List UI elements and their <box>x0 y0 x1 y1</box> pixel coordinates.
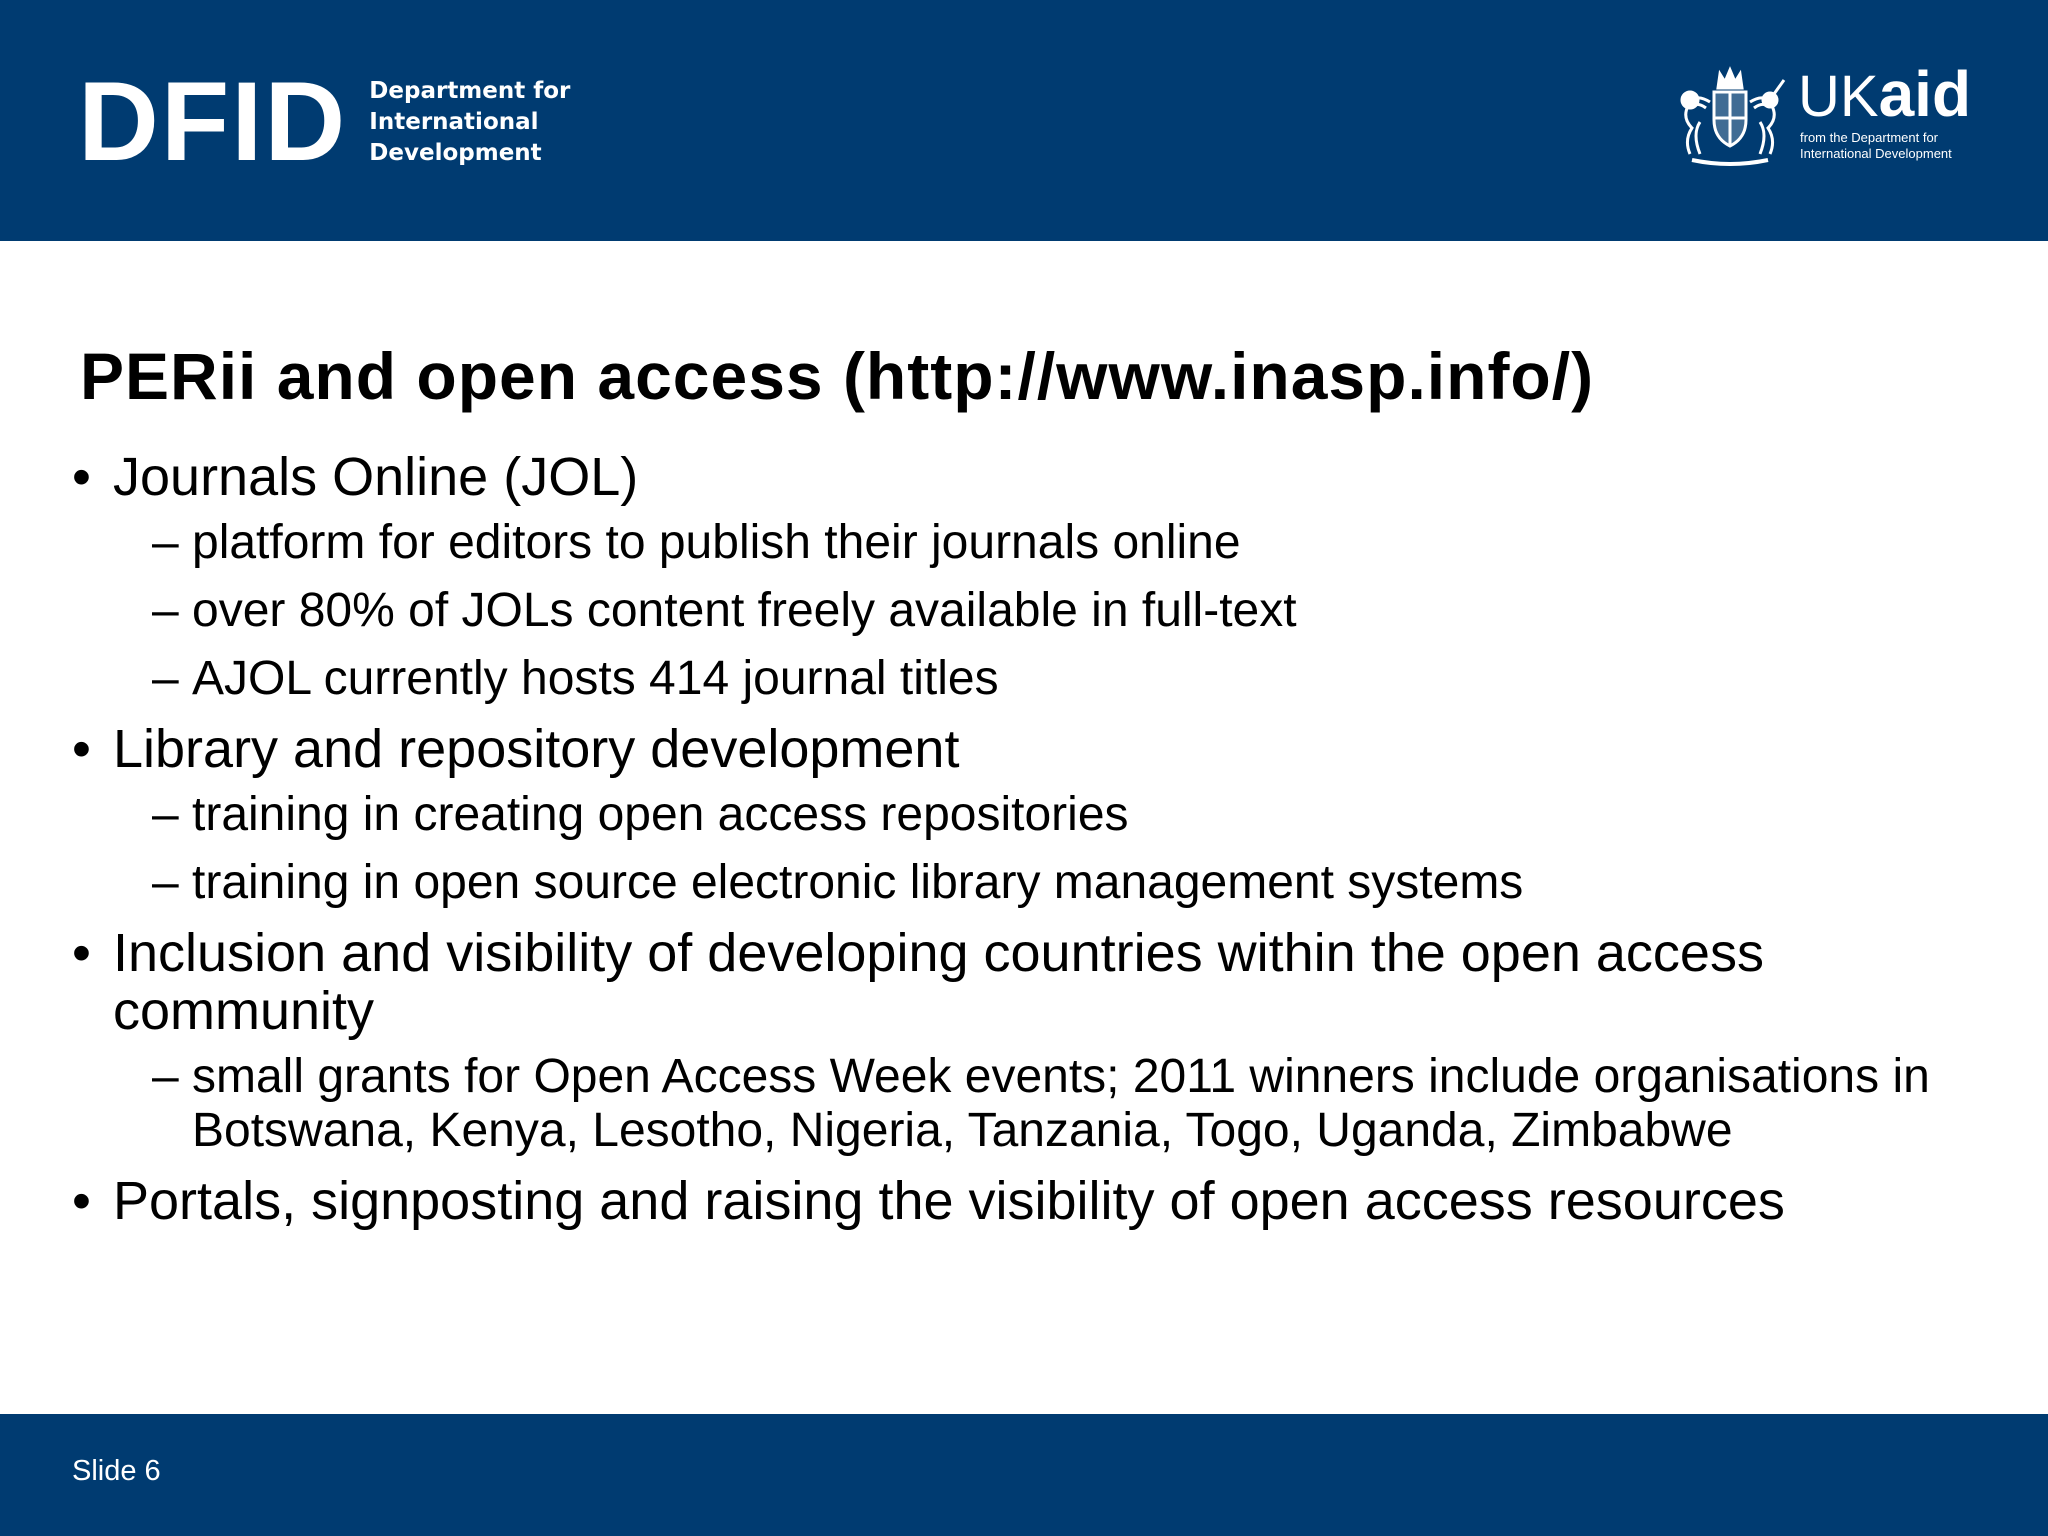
bullet-text: Journals Online (JOL) <box>113 447 639 507</box>
sub-bullet-text: training in creating open access repositories <box>192 788 1129 841</box>
bullet-marker: • <box>72 719 91 779</box>
slide-body <box>72 448 1992 1240</box>
ukaid-tagline-line: from the Department for <box>1800 130 1938 145</box>
bullet-marker: • <box>72 923 91 983</box>
sub-bullet-item <box>72 652 1992 706</box>
ukaid-tagline <box>1800 130 1952 162</box>
royal-crest-icon <box>1670 62 1788 168</box>
slide-number: Slide 6 <box>72 1455 161 1487</box>
bullet-item <box>72 448 1992 506</box>
dash-marker: – <box>152 652 179 705</box>
dfid-logo <box>78 59 571 184</box>
sub-bullet-text: platform for editors to publish their journals online <box>192 516 1241 569</box>
dfid-logo-mark: DFID <box>78 59 348 184</box>
sub-bullet-item <box>72 584 1992 638</box>
sub-bullet-item <box>72 1050 1992 1158</box>
dash-marker: – <box>152 584 179 637</box>
ukaid-tagline-line: International Development <box>1800 146 1952 161</box>
sub-bullet-item <box>72 788 1992 842</box>
ukaid-uk-text: UK <box>1798 64 1879 129</box>
ukaid-wordmark <box>1798 58 1972 130</box>
header-bar <box>0 0 2048 241</box>
dfid-subtitle-line: Development <box>369 139 542 166</box>
ukaid-logo <box>1670 58 1972 172</box>
dash-marker: – <box>152 788 179 841</box>
slide-title: PERii and open access (http://www.inasp.info/) <box>80 339 1595 413</box>
sub-bullet-item <box>72 516 1992 570</box>
bullet-text: Portals, signposting and raising the visibility of open access resources <box>113 1171 1785 1231</box>
dash-marker: – <box>152 1050 179 1103</box>
bullet-text: Inclusion and visibility of developing countries within the open access community <box>113 923 1764 1041</box>
ukaid-aid-text: aid <box>1878 58 1972 130</box>
sub-bullet-text: over 80% of JOLs content freely available in full-text <box>192 584 1297 637</box>
sub-bullet-item <box>72 856 1992 910</box>
bullet-item <box>72 1172 1992 1230</box>
bullet-item <box>72 924 1992 1040</box>
footer-bar <box>0 1414 2048 1536</box>
bullet-marker: • <box>72 447 91 507</box>
sub-bullet-text: training in open source electronic library management systems <box>192 856 1524 909</box>
dfid-subtitle-line: Department for <box>369 77 571 104</box>
dfid-logo-subtitle <box>369 76 570 169</box>
dash-marker: – <box>152 516 179 569</box>
dfid-subtitle-line: International <box>369 108 539 135</box>
dash-marker: – <box>152 856 179 909</box>
bullet-marker: • <box>72 1171 91 1231</box>
bullet-item <box>72 720 1992 778</box>
sub-bullet-text: AJOL currently hosts 414 journal titles <box>192 652 999 705</box>
sub-bullet-text: small grants for Open Access Week events; 2011 winners include organisations in Botswana, Kenya, Lesotho, Nigeria, Tanzania, Togo, Uganda, Zimbabwe <box>192 1050 1930 1157</box>
bullet-text: Library and repository development <box>113 719 960 779</box>
